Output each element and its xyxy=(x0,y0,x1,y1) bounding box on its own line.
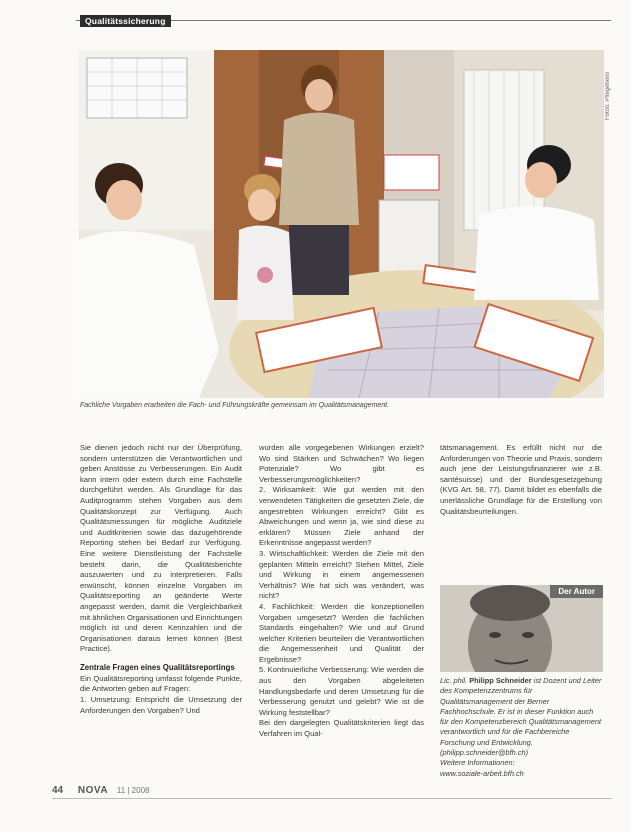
more-info-link[interactable]: www.soziale-arbeit.bfh.ch xyxy=(440,768,524,778)
more-info-label: Weitere Informationen: xyxy=(440,758,515,768)
magazine-name: NOVA xyxy=(77,785,109,796)
author-tag: Der Autor xyxy=(550,585,603,598)
author-email[interactable]: (philipp.schneider@bfh.ch) xyxy=(440,748,529,758)
text-column-1 xyxy=(80,443,242,716)
photo-credit: Fotos: Pflegeheim xyxy=(605,71,611,120)
list-item: 5. Kontinuierliche Verbesserung: Wie werden die aus den Vorgaben abgeleiteten Handlungsbedarfe und deren Umsetzung für die Verbesserung genutzt und gelebt? Wie ist die Wirkung feststellbar? xyxy=(259,665,424,717)
footer-rule xyxy=(52,798,612,799)
paragraph: Ein Qualitätsreporting umfasst folgende Punkte, die Antworten geben auf Fragen: xyxy=(80,673,242,694)
author-bio xyxy=(440,676,603,779)
author-description: ist Dozent und Leiter des Kompetenzzentrums für Qualitätsmanagement der Berner Fachhochschule. Er ist in dieser Funktion auch für den Kompetenzbereich Qualitätsmanagement verantwortlich und für die Fachbereiche Forschung und Entwicklung. xyxy=(440,676,602,747)
list-item: 2. Wirksamkeit: Wie gut werden mit den verwendeten Tätigkeiten die gesetzten Ziele, die angestrebten Wirkungen erreicht? Gibt es Abweichungen und wenn ja, wie sind diese zu erklären? Müssen Ziele anhand der Erkenntnisse angepasst werden? xyxy=(259,485,424,548)
text-column-3 xyxy=(440,443,602,517)
text-column-2 xyxy=(259,443,424,740)
page-number: 44 xyxy=(52,785,64,796)
meeting-illustration xyxy=(79,50,604,398)
author-portrait xyxy=(440,585,603,672)
author-photo xyxy=(440,585,603,672)
paragraph: tätsmanagement. Es erfüllt nicht nur die Anforderungen von Theorie und Praxis, sondern auch jene der Leistungsfinanzierer wie z.B. santésuisse) und der Bundesgesetzgebung (KVG Art. 58, 77). Damit bildet es ebenfalls die unerlässliche Grundlage für die Erstellung von Qualitätsbeurteilungen. xyxy=(440,443,602,516)
author-prefix: Lic. phil. xyxy=(440,676,468,685)
photo xyxy=(79,50,604,398)
section-tag: Qualitätssicherung xyxy=(80,15,171,27)
paragraph: wurden alle vorgegebenen Wirkungen erzielt? Wo sind Stärken und Schwächen? Wo liegen Potenziale? Wo gibt es Verbesserungsmöglichkeiten? xyxy=(259,443,424,484)
issue-number: 11 | 2008 xyxy=(116,786,150,795)
subheading: Zentrale Fragen eines Qualitätsreportings xyxy=(80,662,235,672)
list-item: 4. Fachlichkeit: Werden die konzeptionellen Vorgaben umgesetzt? Werden die fachlichen Standards eingehalten? Wie und auf Grund welcher Kriterien beurteilen die Verantwortlichen die Angemessenheit und Qualität der Ergebnisse? xyxy=(259,601,424,664)
author-name: Philipp Schneider xyxy=(469,676,532,685)
list-item: 3. Wirtschaftlichkeit: Werden die Ziele mit den geplanten Mitteln erreicht? Stehen Mittel, Ziele und Wirkung in einem angemessenen Verhältnis? Wie hat sich was verändert, was nicht? xyxy=(259,548,424,601)
list-item: 1. Umsetzung: Entspricht die Umsetzung der Anforderungen den Vorgaben? Und xyxy=(80,695,242,715)
paragraph: Bei den dargelegten Qualitätskriterien liegt das Verfahren im Qual- xyxy=(259,718,424,739)
paragraph: Sie dienen jedoch nicht nur der Überprüfung, sondern unterstützen die Verantwortlichen und geben Anstösse zu Verbesserungen. Ein Audit kann intern oder extern durch eine Fachstelle durchgeführt werden. Als Grundlage für das Auditprogramm stehen Vorgaben aus dem Qualitätskonzept zur Verfügung. Auch Qualitätsmessungen für mögliche Auditziele und Auditkriterien sowie das dazugehörende Reporting stehen bei Bedarf zur Verfügung. Eine weitere Dienstleistung der Fachstelle besteht darin, die Qualitätsberichte auszuwerten und zu interpretieren. Falls erwünscht, können einzelne Vorgaben im Qualitätsreporting an geänderte Werte angepasst werden, damit die Vergleichbarkeit mit ähnlichen Organisationen und Einrichtungen möglich ist und deren Kennzahlen und die Organisationen daraus lernen können (Best Practice). xyxy=(80,443,242,654)
photo-caption: Fachliche Vorgaben erarbeiten die Fach- und Führungskräfte gemeinsam im Qualitätsmanagement. xyxy=(80,402,390,409)
page-footer xyxy=(52,785,149,796)
